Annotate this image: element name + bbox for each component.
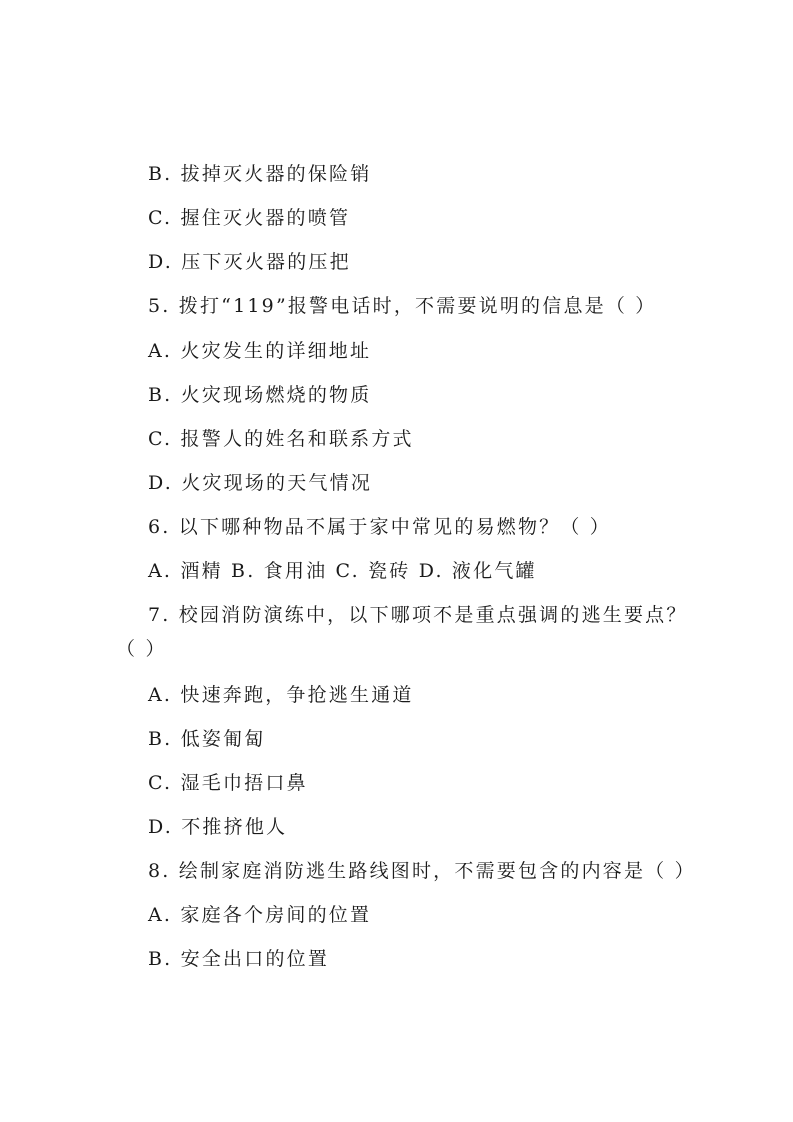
- q5-option-c: C. 报警人的姓名和联系方式: [148, 428, 414, 450]
- question-5: 5. 拨打“119”报警电话时，不需要说明的信息是（ ）: [148, 295, 657, 317]
- q5-option-a: A. 火灾发生的详细地址: [148, 340, 372, 362]
- q7-option-b: B. 低姿匍匐: [148, 728, 266, 750]
- q6-options: A. 酒精 B. 食用油 C. 瓷砖 D. 液化气罐: [148, 560, 537, 582]
- q4-option-c: C. 握住灭火器的喷管: [148, 207, 351, 229]
- q4-option-b: B. 拔掉灭火器的保险销: [148, 163, 372, 185]
- question-6: 6. 以下哪种物品不属于家中常见的易燃物？（ ）: [148, 516, 612, 538]
- question-7: 7. 校园消防演练中，以下哪项不是重点强调的逃生要点？: [148, 604, 688, 626]
- q4-option-d: D. 压下灭火器的压把: [148, 251, 351, 273]
- q8-option-b: B. 安全出口的位置: [148, 948, 330, 970]
- q7-option-d: D. 不推挤他人: [148, 816, 288, 838]
- question-8: 8. 绘制家庭消防逃生路线图时，不需要包含的内容是（ ）: [148, 860, 696, 882]
- question-7-bracket: （ ）: [116, 638, 167, 660]
- q8-option-a: A. 家庭各个房间的位置: [148, 904, 372, 926]
- q5-option-d: D. 火灾现场的天气情况: [148, 472, 373, 494]
- q5-option-b: B. 火灾现场燃烧的物质: [148, 384, 372, 406]
- q7-option-a: A. 快速奔跑，争抢逃生通道: [148, 684, 414, 706]
- q7-option-c: C. 湿毛巾捂口鼻: [148, 772, 308, 794]
